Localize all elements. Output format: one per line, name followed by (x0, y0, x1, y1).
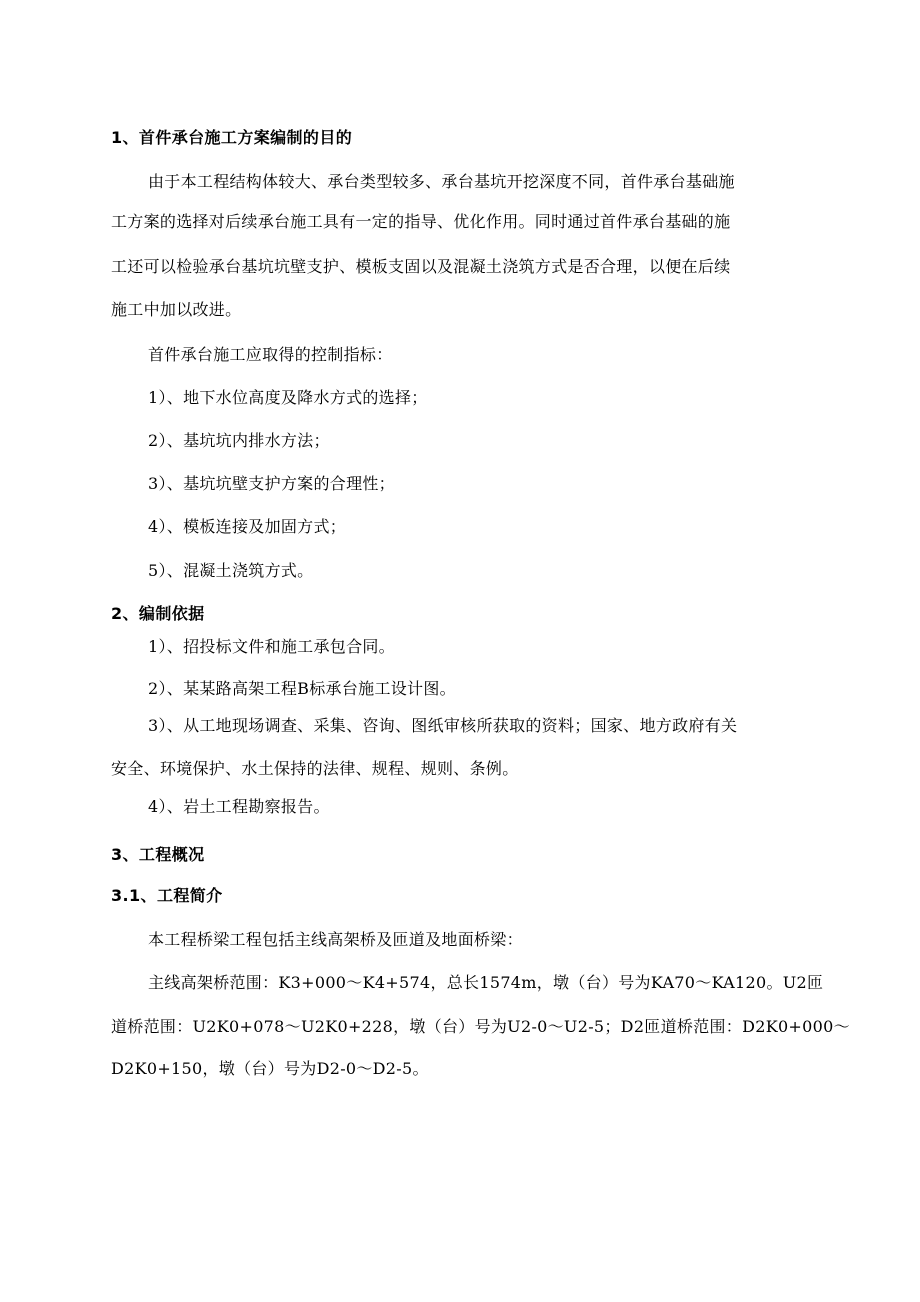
section-2-item-3-continued: 安全、环境保护、水土保持的法律、规程、规则、条例。 (111, 759, 519, 778)
section-1-para-2: 首件承台施工应取得的控制指标： (148, 345, 393, 364)
section-2-item-4: 4）、岩土工程勘察报告。 (148, 797, 330, 816)
section-2-item-3: 3）、从工地现场调查、采集、咨询、图纸审核所获取的资料；国家、地方政府有关 (148, 716, 738, 735)
section-1-item-4: 4）、模板连接及加固方式； (148, 517, 347, 536)
section-3-para-2-line-3: D2K0+150，墩（台）号为D2-0～D2-5。 (111, 1059, 429, 1078)
section-3-para-1: 本工程桥梁工程包括主线高架桥及匝道及地面桥梁： (148, 930, 523, 949)
section-1-para-1-line-3: 工还可以检验承台基坑坑壁支护、模板支固以及混凝土浇筑方式是否合理，以便在后续 (111, 257, 731, 276)
section-2-item-2: 2）、某某路高架工程B标承台施工设计图。 (148, 679, 456, 698)
section-2-item-1: 1）、招投标文件和施工承包合同。 (148, 637, 395, 656)
section-2-heading: 2、编制依据 (111, 604, 205, 623)
section-1-para-1-line-1: 由于本工程结构体较大、承台类型较多、承台基坑开挖深度不同，首件承台基础施 (148, 172, 735, 191)
section-3-para-2-line-1: 主线高架桥范围：K3+000～K4+574，总长1574m，墩（台）号为KA70～KA120。U2匝 (148, 973, 824, 992)
section-1-heading: 1、首件承台施工方案编制的目的 (111, 128, 353, 147)
section-1-item-1: 1）、地下水位高度及降水方式的选择； (148, 388, 428, 407)
section-1-item-5: 5）、混凝土浇筑方式。 (148, 561, 314, 580)
section-1-para-1-line-2: 工方案的选择对后续承台施工具有一定的指导、优化作用。同时通过首件承台基础的施 (111, 212, 731, 231)
section-1-item-2: 2）、基坑坑内排水方法； (148, 431, 330, 450)
section-3-para-2-line-2: 道桥范围：U2K0+078～U2K0+228，墩（台）号为U2-0～U2-5；D2匝道桥范围：D2K0+000～ (111, 1017, 850, 1036)
section-1-item-3: 3）、基坑坑壁支护方案的合理性； (148, 474, 395, 493)
section-3-heading: 3、工程概况 (111, 845, 205, 864)
section-3-1-heading: 3.1、工程简介 (111, 886, 223, 905)
section-1-para-1-line-4: 施工中加以改进。 (111, 300, 242, 319)
